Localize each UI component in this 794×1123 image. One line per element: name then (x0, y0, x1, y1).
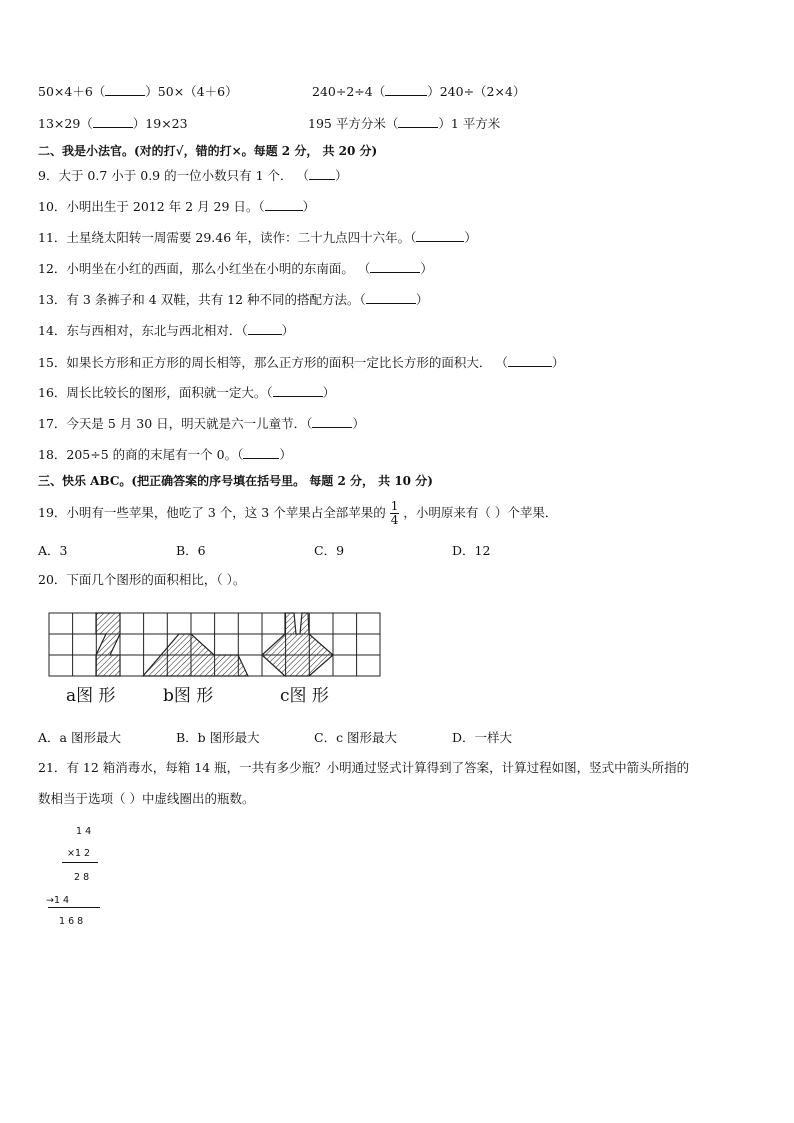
compare-1a: 50×4＋6（ ）50×（4＋6） (38, 84, 238, 99)
question-21-line-2: 数相当于选项（ ）中虚线圈出的瓶数。 (38, 791, 255, 806)
question-18: 18．205÷5 的商的末尾有一个 0。（ ） (38, 447, 292, 462)
question-16: 16．周长比较长的图形，面积就一定大。（ ） (38, 385, 336, 400)
shape-a (96, 613, 120, 676)
question-19: 19．小明有一些苹果，他吃了 3 个，这 3 个苹果占全部苹果的 $\frac{1}{4}$ ，小明原来有（ ）个苹果． (38, 499, 558, 527)
calc-rule (62, 862, 98, 863)
calc-row-product: 1 6 8 (59, 916, 84, 927)
answer-blank[interactable] (312, 416, 352, 428)
calc-row-partial-1: 2 8 (74, 872, 90, 883)
answer-blank[interactable] (243, 447, 279, 459)
question-11: 11．土星绕太阳转一周需要 29.46 年，读作：二十九点四十六年。（ ） (38, 230, 477, 245)
calc-row-multiplier: ×1 2 (67, 848, 91, 859)
section-3-heading: 三、快乐 ABC。(把正确答案的序号填在括号里。 每题 2 分， 共 10 分) (38, 474, 433, 488)
question-14: 14．东与西相对，东北与西北相对．（ ） (38, 323, 295, 338)
answer-blank[interactable] (105, 84, 145, 96)
answer-blank[interactable] (265, 199, 303, 211)
q20-option-a[interactable]: A．a 图形最大 (38, 730, 121, 745)
q19-option-c[interactable]: C．9 (314, 543, 345, 558)
question-9: 9．大于 0.7 小于 0.9 的一位小数只有 1 个． （ ） (38, 168, 348, 183)
question-20: 20．下面几个图形的面积相比，（ ）。 (38, 572, 246, 587)
q19-option-b[interactable]: B．6 (176, 543, 206, 558)
answer-blank[interactable] (309, 168, 335, 180)
answer-blank[interactable] (508, 355, 552, 367)
q19-option-a[interactable]: A．3 (38, 543, 68, 558)
calc-row-partial-2: →1 4 (46, 895, 70, 906)
answer-blank[interactable] (366, 292, 416, 304)
compare-2a: 13×29（ ）19×23 (38, 116, 188, 131)
answer-blank[interactable] (248, 323, 282, 335)
compare-1b: 240÷2÷4（ ）240÷（2×4） (312, 84, 526, 99)
answer-blank[interactable] (273, 385, 323, 397)
q19-option-d[interactable]: D．12 (452, 543, 491, 558)
answer-blank[interactable] (93, 116, 133, 128)
answer-blank[interactable] (385, 84, 427, 96)
fraction: $\frac{1}{4}$ (390, 499, 399, 527)
compare-2b: 195 平方分米（ ）1 平方米 (308, 116, 501, 131)
answer-blank[interactable] (370, 261, 420, 273)
q20-option-d[interactable]: D．一样大 (452, 730, 513, 745)
shape-c (262, 613, 333, 676)
section-2-heading: 二、我是小法官。(对的打√，错的打×。每题 2 分， 共 20 分) (38, 144, 378, 158)
question-21-line-1: 21．有 12 箱消毒水，每箱 14 瓶，一共有多少瓶？小明通过竖式计算得到了答案，计算过程如图，竖式中箭头所指的 (38, 760, 690, 775)
q20-option-c[interactable]: C．c 图形最大 (314, 730, 398, 745)
question-13: 13．有 3 条裤子和 4 双鞋，共有 12 种不同的搭配方法。（ ） (38, 292, 429, 307)
question-15: 15．如果长方形和正方形的周长相等，那么正方形的面积一定比长方形的面积大． （ ） (38, 355, 565, 370)
figure-label-a: a图 形 (66, 686, 116, 706)
figure-label-b: b图 形 (163, 686, 214, 706)
calc-row-multiplicand: 1 4 (76, 826, 92, 837)
q20-option-b[interactable]: B．b 图形最大 (176, 730, 260, 745)
answer-blank[interactable] (416, 230, 464, 242)
figure-label-c: c图 形 (280, 686, 329, 706)
question-12: 12．小明坐在小红的西面，那么小红坐在小明的东南面。 （ ） (38, 261, 433, 276)
question-17: 17．今天是 5 月 30 日，明天就是六一儿童节．（ ） (38, 416, 365, 431)
answer-blank[interactable] (398, 116, 438, 128)
question-10: 10．小明出生于 2012 年 2 月 29 日。（ ） (38, 199, 316, 214)
calc-rule (48, 907, 100, 908)
